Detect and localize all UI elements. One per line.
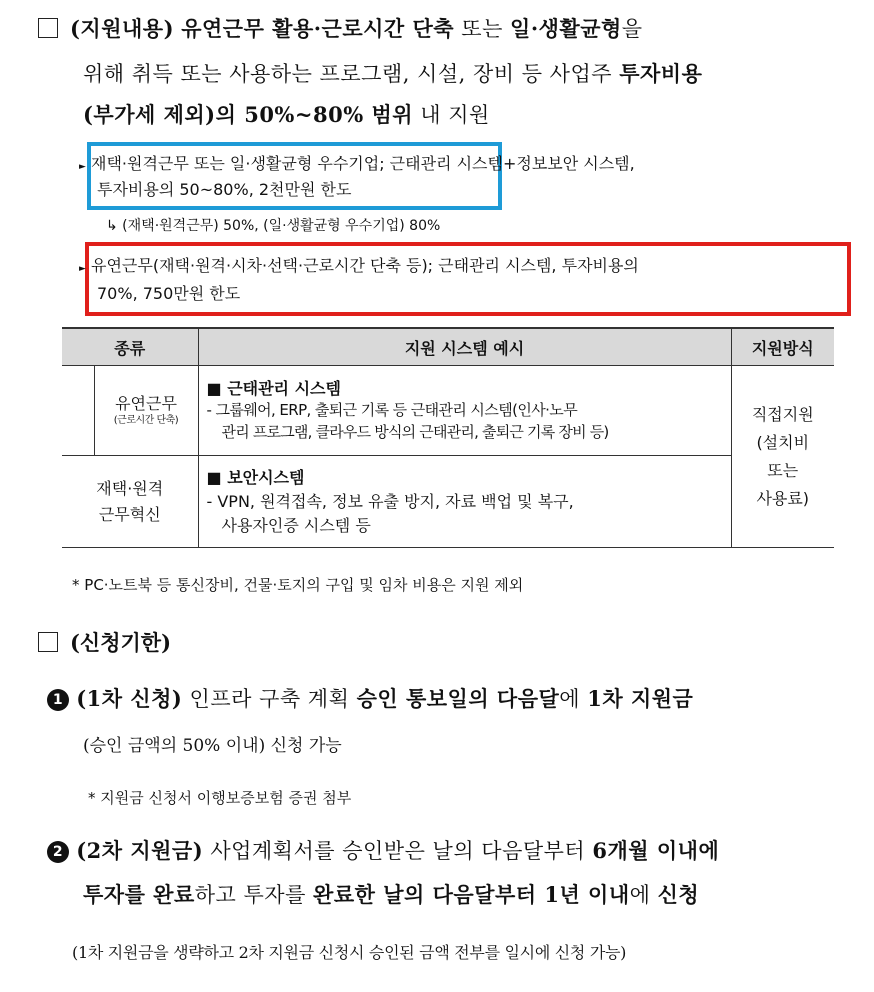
- text-flex-work: 유연근무 활용·근로시간 단축: [181, 16, 455, 41]
- type-remote-line1: 재택·원격: [96, 478, 164, 498]
- text-work-life: 일·생활균형: [510, 16, 622, 41]
- bullet-flex-work-line2: 70%, 750만원 한도: [97, 284, 241, 303]
- text-within-6-months: 6개월 이내에: [592, 838, 720, 863]
- section-deadline-title: [38, 627, 171, 657]
- method-line4: 사용료): [756, 488, 810, 508]
- bullet-flex-work: [79, 253, 639, 276]
- header-type: 종류: [62, 328, 198, 366]
- table-row: [62, 366, 834, 456]
- item-second-subsidy-line2: [83, 879, 699, 909]
- text-flex-line1: 유연근무(재택·원격·시차·선택·근로시간 단축 등); 근태관리 시스템, 투자비용의: [91, 256, 639, 275]
- sub-note-rates: ↳ (재택·원격근무) 50%, (일·생활균형 우수기업) 80%: [106, 218, 441, 234]
- text-complete-investment: 투자를 완료: [83, 882, 195, 907]
- text-and-investment: 하고 투자를: [194, 883, 306, 907]
- header-method: 지원방식: [731, 328, 834, 366]
- bullet-remote-work-line2: [97, 177, 351, 200]
- text-particle-e2: 에: [629, 883, 651, 907]
- text-range: (부가세 제외)의 50%~80% 범위: [83, 102, 414, 127]
- note-lump-sum: (1차 지원금을 생략하고 2차 지원금 신청시 승인된 금액 전부를 일시에 신청 가능): [72, 943, 627, 962]
- text-line2: 위해 취득 또는 사용하는 프로그램, 시설, 장비 등 사업주: [83, 62, 613, 86]
- triangle-bullet-icon: ►: [79, 162, 86, 172]
- section-support-content-line3: [83, 99, 490, 129]
- text-first-subsidy: 1차 지원금: [587, 686, 694, 711]
- system-attendance-desc1: - 그룹웨어, ERP, 출퇴근 기록 등 근태관리 시스템(인사·노무: [206, 401, 578, 420]
- support-system-table: [62, 327, 834, 548]
- footnote-insurance: * 지원금 신청서 이행보증보험 증권 첨부: [88, 789, 352, 807]
- table-indent-cell: [62, 366, 94, 456]
- text-deadline: (신청기한): [70, 630, 172, 655]
- cell-type-remote: [62, 456, 198, 548]
- triangle-bullet-icon: ►: [79, 264, 86, 274]
- text-business-plan: 사업계획서를 승인받은 날의 다음달부터: [210, 839, 586, 863]
- text-within-1-year: 완료한 날의 다음달부터 1년 이내: [313, 882, 630, 907]
- method-line3: 또는: [767, 460, 799, 480]
- text-limit-20m: 투자비용의 50~80%, 2천만원 한도: [97, 180, 352, 199]
- item-first-application-line2: (승인 금액의 50% 이내) 신청 가능: [83, 736, 342, 756]
- item-second-subsidy: [47, 835, 719, 865]
- bullet-remote-work: [79, 151, 635, 174]
- method-line2: (설치비: [756, 432, 810, 452]
- text-particle: 을: [621, 17, 643, 41]
- text-apply: 신청: [657, 882, 700, 907]
- text-or: 또는: [461, 17, 503, 41]
- text-infra-plan: 인프라 구축 계획: [189, 687, 350, 711]
- header-system-example: 지원 시스템 예시: [198, 328, 731, 366]
- number-1-icon: 1: [47, 689, 69, 711]
- cell-system-security: [198, 456, 731, 548]
- cell-system-attendance: [198, 366, 731, 456]
- text-remote-excellent: 재택·원격근무 또는 일·생활균형 우수기업;: [91, 154, 385, 173]
- footnote-exclusion: * PC·노트북 등 통신장비, 건물·토지의 구입 및 임차 비용은 지원 제외: [72, 576, 524, 594]
- item-first-application: [47, 683, 693, 713]
- type-flex-label: 유연근무: [115, 393, 177, 413]
- text-system-combo: 근태관리 시스템+정보보안 시스템,: [384, 154, 635, 173]
- system-attendance-desc2: 관리 프로그램, 클라우드 방식의 근태관리, 출퇴근 기록 장비 등): [221, 423, 609, 442]
- system-security-desc2: 사용자인증 시스템 등: [221, 515, 371, 535]
- text-investment-cost: 투자비용: [619, 61, 703, 86]
- checkbox-square-icon: [38, 18, 58, 38]
- system-security-desc1: - VPN, 원격접속, 정보 유출 방지, 자료 백업 및 복구,: [206, 491, 574, 511]
- section-support-content-line2: [83, 58, 702, 88]
- cell-type-flex: [94, 366, 198, 456]
- type-flex-sub: (근로시간 단축): [113, 415, 179, 427]
- section-support-content-line1: [38, 13, 643, 43]
- system-attendance-title: ■ 근태관리 시스템: [206, 379, 341, 399]
- text-approval-next-month: 승인 통보일의 다음달: [356, 686, 560, 711]
- text-first-application: (1차 신청): [76, 686, 183, 711]
- text-second-subsidy: (2차 지원금): [76, 838, 204, 863]
- label-support-content: (지원내용): [70, 16, 175, 41]
- type-remote-line2: 근무혁신: [98, 504, 161, 524]
- number-2-icon: 2: [47, 841, 69, 863]
- checkbox-square-icon: [38, 632, 58, 652]
- table-header-row: [62, 328, 834, 366]
- text-support: 내 지원: [420, 103, 490, 127]
- method-line1: 직접지원: [751, 404, 814, 424]
- cell-support-method: [731, 366, 834, 548]
- text-particle-e: 에: [559, 687, 581, 711]
- table-row: [62, 456, 834, 548]
- system-security-title: ■ 보안시스템: [206, 467, 305, 487]
